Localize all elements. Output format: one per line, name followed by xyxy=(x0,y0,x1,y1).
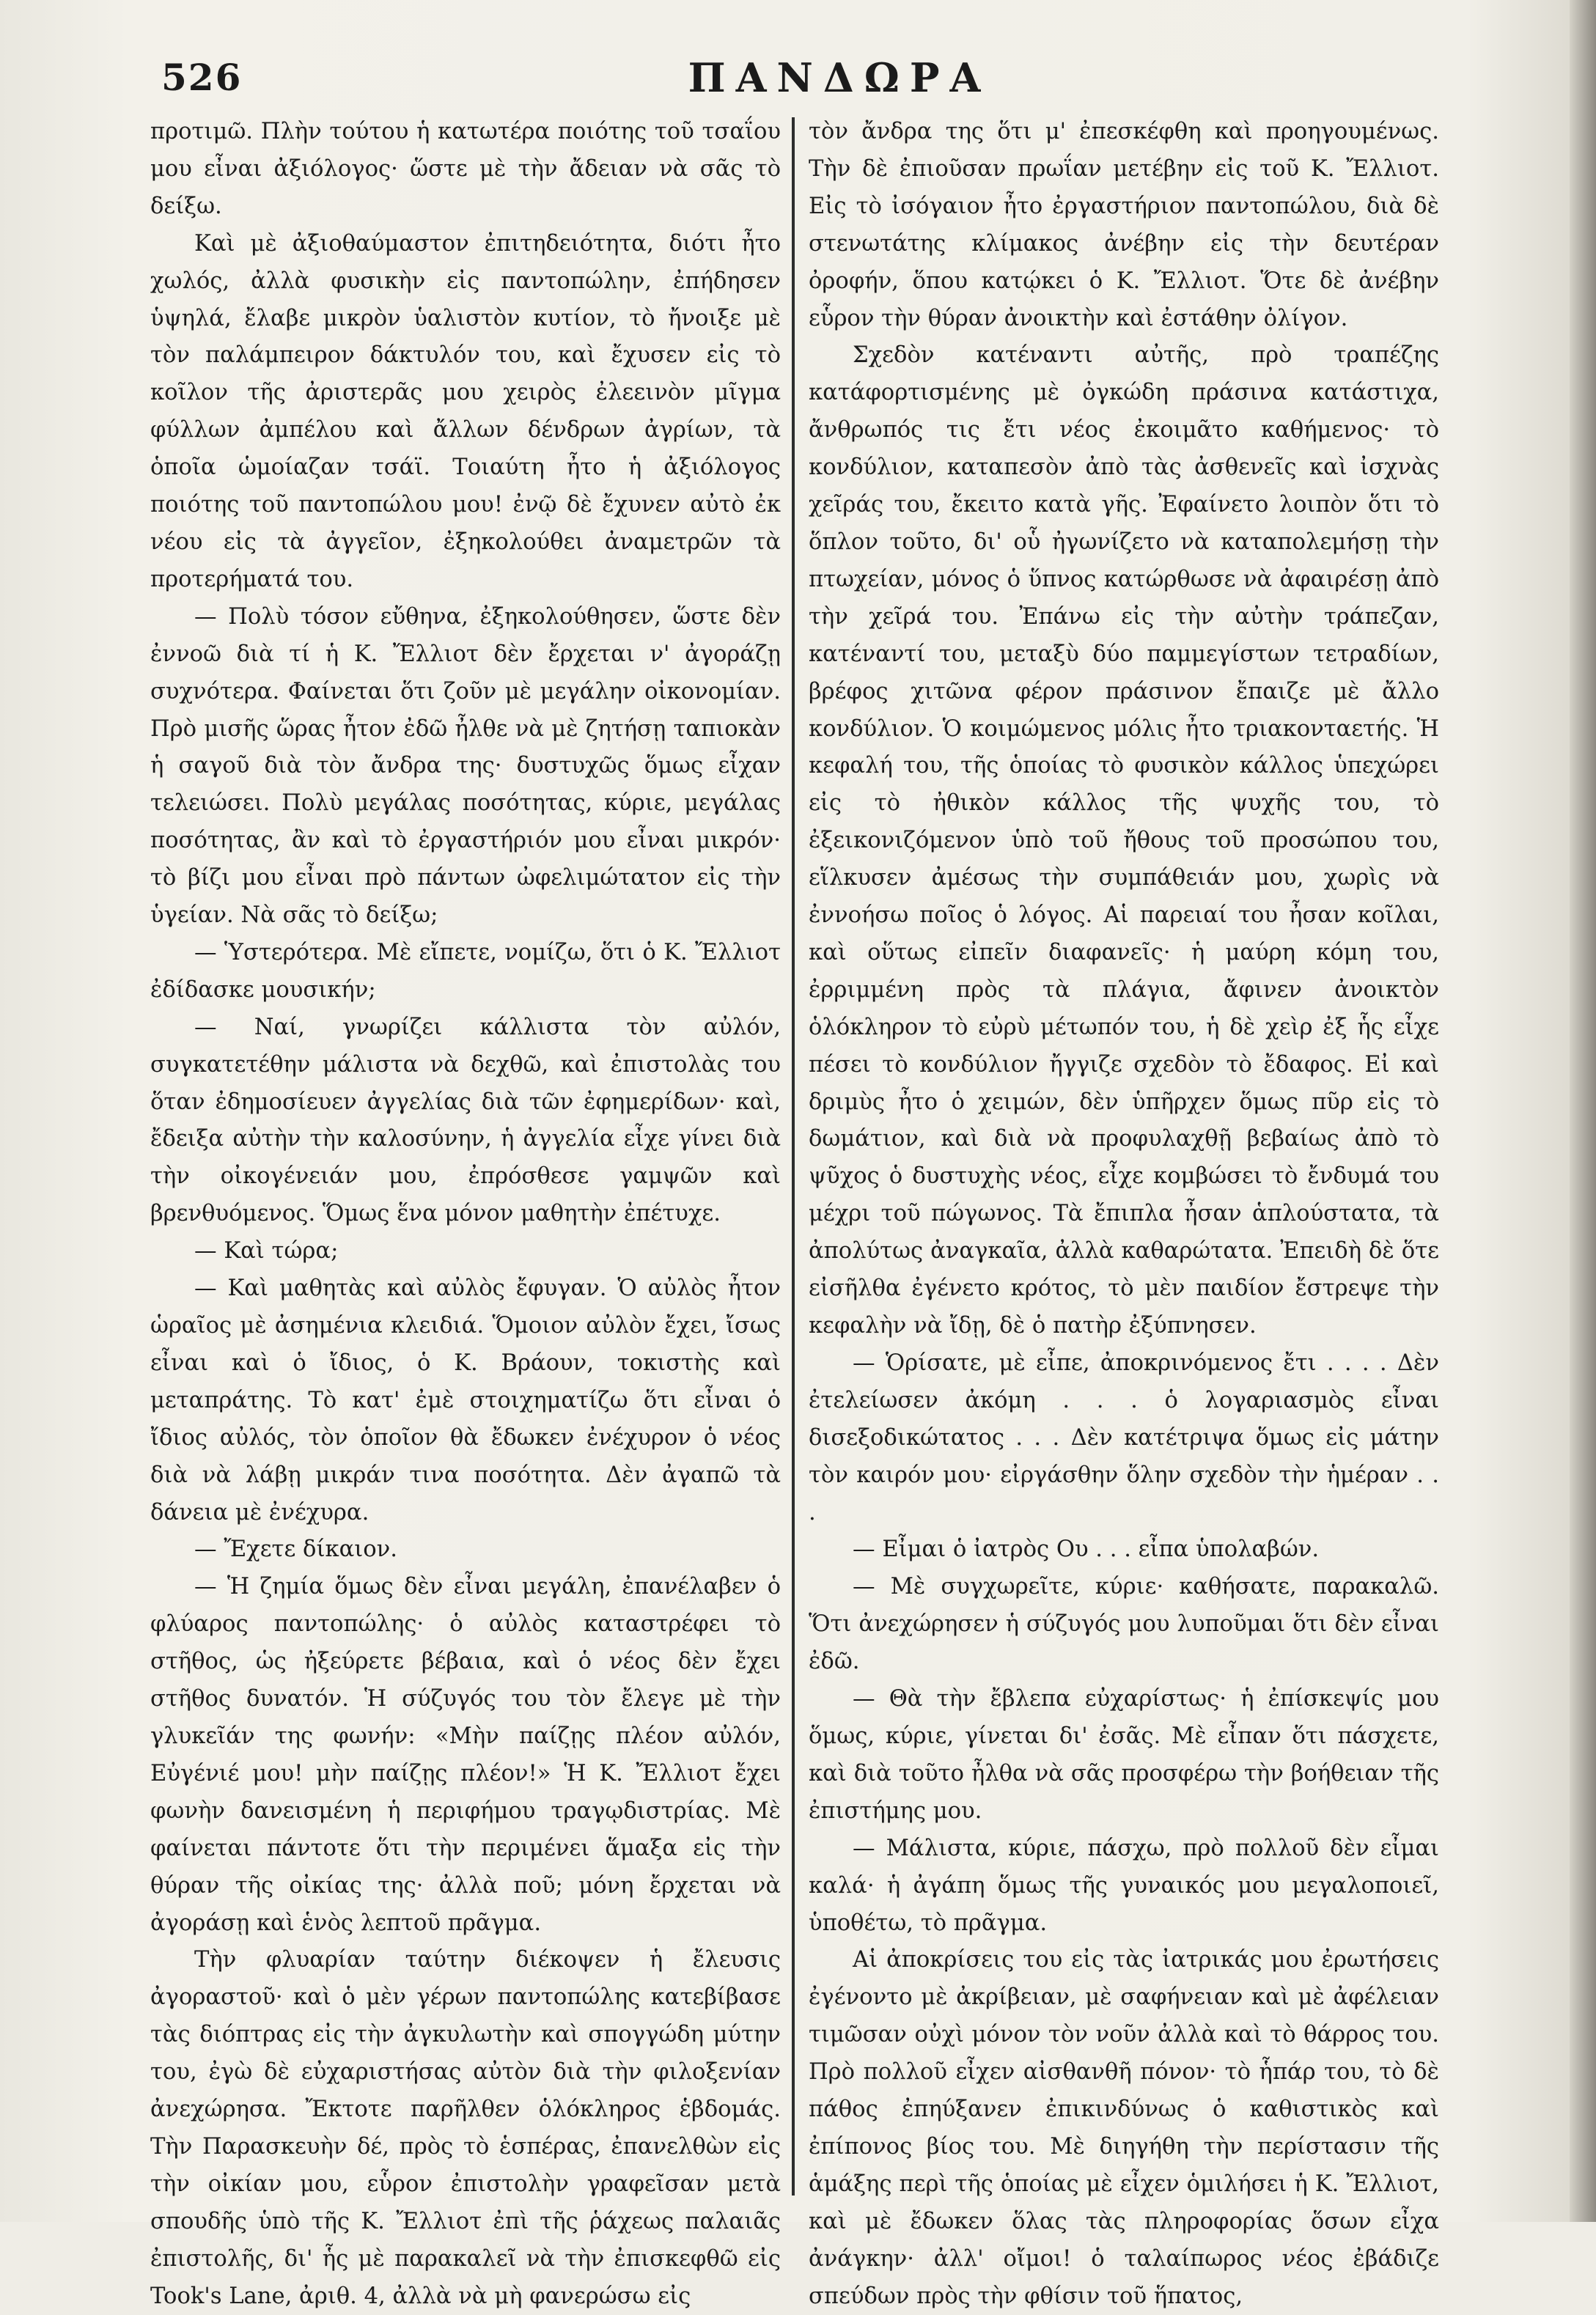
paragraph: Καὶ μὲ ἀξιοθαύμαστον ἐπιτηδειότητα, διότι ἦτο χωλός, ἀλλὰ φυσικὴν εἰς παντοπώλην, ἐπήδησεν ὑψηλά, ἔλαβε μικρὸν ὑαλιστὸν κυτίον, τὸ ἤνοιξε μὲ τὸν παλάμπειρον δάκτυλόν του, καὶ ἔχυσεν εἰς τὸ κοῖλον τῆς ἀριστερᾶς μου χειρὸς ἐλεεινὸν μῖγμα φύλλων ἀμπέλου καὶ ἄλλων δένδρων ἀγρίων, τὰ ὁποῖα ὡμοίαζαν τσάϊ. Τοιαύτη ἦτο ἡ ἀξιόλογος ποιότης τοῦ παντοπώλου μου! ἐνῷ δὲ ἔχυνεν αὐτὸ ἐκ νέου εἰς τὰ ἀγγεῖον, ἐξηκολούθει ἀναμετρῶν τὰ προτερήματά του. xyxy=(150,230,781,592)
page-header xyxy=(147,51,1532,110)
paragraph: — Πολὺ τόσον εὔθηνα, ἐξηκολούθησεν, ὥστε δὲν ἐννοῶ διὰ τί ἡ Κ. Ἔλλιοτ δὲν ἔρχεται ν' ἀγοράζῃ συχνότερα. Φαίνεται ὅτι ζοῦν μὲ μεγάλην οἰκονομίαν. Πρὸ μισῆς ὥρας ἦτον ἐδῶ ἦλθε νὰ μὲ ζητήσῃ ταπιοκὰν ἡ σαγοῦ διὰ τὸν ἄνδρα της· δυστυχῶς ὅμως εἶχαν τελειώσει. Πολὺ μεγάλας ποσότητας, κύριε, μεγάλας ποσότητας, ἂν καὶ τὸ ἐργαστήριόν μου εἶναι μικρόν· τὸ βίζι μου εἶναι πρὸ πάντων ὠφελιμώτατον εἰς τὴν ὑγείαν. Νὰ σᾶς τὸ δείξω; xyxy=(150,603,781,929)
column-divider xyxy=(792,117,795,2196)
running-title: ΠΑΝΔΩΡΑ xyxy=(688,54,991,101)
paragraph: — Ὑστερότερα. Μὲ εἴπετε, νομίζω, ὅτι ὁ Κ. Ἔλλιοτ ἐδίδασκε μουσικήν; xyxy=(150,939,781,1003)
paragraph: τὸν ἄνδρα της ὅτι μ' ἐπεσκέφθη καὶ προηγουμένως. Τὴν δὲ ἐπιοῦσαν πρωΐαν μετέβην εἰς τοῦ Κ. Ἔλλιοτ. Εἰς τὸ ἰσόγαιον ἦτο ἐργαστήριον παντοπώλου, διὰ δὲ στενωτάτης κλίμακος ἀνέβην εἰς τὴν δευτέραν ὀροφήν, ὅπου κατῴκει ὁ Κ. Ἔλλιοτ. Ὅτε δὲ ἀνέβην εὗρον τὴν θύραν ἀνοικτὴν καὶ ἐστάθην ὀλίγον. xyxy=(809,119,1439,331)
paragraph: — Μὲ συγχωρεῖτε, κύριε· καθήσατε, παρακαλῶ. Ὅτι ἀνεχώρησεν ἡ σύζυγός μου λυποῦμαι ὅτι δὲν εἶναι ἐδῶ. xyxy=(809,1574,1439,1675)
paragraph: — Μάλιστα, κύριε, πάσχω, πρὸ πολλοῦ δὲν εἶμαι καλά· ἡ ἀγάπη ὅμως τῆς γυναικός μου μεγαλοποιεῖ, ὑποθέτω, τὸ πρᾶγμα. xyxy=(809,1835,1439,1936)
paragraph: — Ἔχετε δίκαιον. xyxy=(194,1536,397,1563)
paragraph: προτιμῶ. Πλὴν τούτου ἡ κατωτέρα ποιότης τοῦ τσαΐου μου εἶναι ἀξιόλογος· ὥστε μὲ τὴν ἄδειαν νὰ σᾶς τὸ δείξω. xyxy=(150,119,781,219)
paragraph: — Ἡ ζημία ὅμως δὲν εἶναι μεγάλη, ἐπανέλαβεν ὁ φλύαρος παντοπώλης· ὁ αὐλὸς καταστρέφει τὸ στῆθος, ὡς ἠξεύρετε βέβαια, καὶ ὁ νέος δὲν ἔχει στῆθος δυνατόν. Ἡ σύζυγός του τὸν ἔλεγε μὲ τὴν γλυκεῖάν της φωνήν: «Μὴν παίζῃς πλέον αὐλόν, Εὐγένιέ μου! μὴν παίζῃς πλέον!» Ἡ Κ. Ἔλλιοτ ἔχει φωνὴν δανεισμένη ἡ περιφήμου τραγῳδιστρίας. Μὲ φαίνεται πάντοτε ὅτι τὴν περιμένει ἅμαξα εἰς τὴν θύραν τῆς οἰκίας της· ἀλλὰ ποῦ; μόνη ἔρχεται νὰ ἀγοράσῃ καὶ ἑνὸς λεπτοῦ πρᾶγμα. xyxy=(150,1574,781,1936)
paragraph: — Ναί, γνωρίζει κάλλιστα τὸν αὐλόν, συγκατετέθην μάλιστα νὰ δεχθῶ, καὶ ἐπιστολὰς του ὅταν ἐδημοσίευεν ἀγγελίας διὰ τῶν ἐφημερίδων· καὶ, ἔδειξα αὐτὴν τὴν καλοσύνην, ἡ ἀγγελία εἶχε γίνει διὰ τὴν οἰκογένειάν μου, ἐπρόσθεσε γαμψῶν καὶ βρενθυόμενος. Ὅμως ἕνα μόνον μαθητὴν ἐπέτυχε. xyxy=(150,1014,781,1227)
paragraph: Τὴν φλυαρίαν ταύτην διέκοψεν ἡ ἔλευσις ἀγοραστοῦ· καὶ ὁ μὲν γέρων παντοπώλης κατεβίβασε τὰς διόπτρας εἰς τὴν ἀγκυλωτὴν καὶ σπογγώδη μύτην του, ἐγὼ δὲ εὐχαριστήσας αὐτὸν διὰ τὴν φιλοξενίαν ἀνεχώρησα. Ἔκτοτε παρῆλθεν ὁλόκληρος ἑβδομάς. Τὴν Παρασκευὴν δέ, πρὸς τὸ ἑσπέρας, ἐπανελθὼν εἰς τὴν οἰκίαν μου, εὗρον ἐπιστολὴν γραφεῖσαν μετὰ σπουδῆς ὑπὸ τῆς Κ. Ἔλλιοτ ἐπὶ τῆς ῥάχεως παλαιᾶς ἐπιστολῆς, δι' ἧς μὲ παρακαλεῖ νὰ τὴν ἐπισκεφθῶ εἰς Took's Lane, ἀριθ. 4, ἀλλὰ νὰ μὴ φανερώσω εἰς xyxy=(150,1947,781,2309)
paragraph: — Καὶ τώρα; xyxy=(194,1238,339,1265)
paragraph: — Θὰ τὴν ἔβλεπα εὐχαρίστως· ἡ ἐπίσκεψίς μου ὅμως, κύριε, γίνεται δι' ἐσᾶς. Μὲ εἶπαν ὅτι πάσχετε, καὶ διὰ τοῦτο ἦλθα νὰ σᾶς προσφέρω τὴν βοήθειαν τῆς ἐπιστήμης μου. xyxy=(809,1686,1439,1824)
paragraph: — Εἶμαι ὁ ἰατρὸς Ου . . . εἶπα ὑπολαβών. xyxy=(853,1536,1320,1563)
page-edge xyxy=(1570,0,1596,2222)
right-column xyxy=(809,114,1439,2315)
left-column xyxy=(150,114,781,2315)
paragraph: — Ὁρίσατε, μὲ εἶπε, ἀποκρινόμενος ἔτι . . . . Δὲν ἐτελείωσεν ἀκόμη . . . ὁ λογαριασμὸς εἶναι δισεξοδικώτατος . . . Δὲν κατέτριψα ὅμως εἰς μάτην τὸν καιρόν μου· εἰργάσθην ὅλην σχεδὸν τὴν ἡμέραν . . . xyxy=(809,1350,1439,1525)
paragraph: Σχεδὸν κατέναντι αὐτῆς, πρὸ τραπέζης κατάφορτισμένης μὲ ὀγκώδη πράσινα κατάστιχα, ἄνθρωπός τις ἔτι νέος ἐκοιμᾶτο καθήμενος· τὸ κονδύλιον, καταπεσὸν ἀπὸ τὰς ἀσθενεῖς καὶ ἰσχνὰς χεῖράς του, ἔκειτο κατὰ γῆς. Ἐφαίνετο λοιπὸν ὅτι τὸ ὅπλον τοῦτο, δι' οὗ ἠγωνίζετο νὰ καταπολεμήσῃ τὴν πτωχείαν, μόνος ὁ ὕπνος κατώρθωσε νὰ ἀφαιρέσῃ ἀπὸ τὴν χεῖρά του. Ἐπάνω εἰς τὴν αὐτὴν τράπεζαν, κατέναντί του, μεταξὺ δύο παμμεγίστων τετραδίων, βρέφος χιτῶνα φέρον πράσινον ἔπαιζε μὲ ἄλλο κονδύλιον. Ὁ κοιμώμενος μόλις ἦτο τριακονταετής. Ἡ κεφαλή του, τῆς ὁποίας τὸ φυσικὸν κάλλος ὑπεχώρει εἰς τὸ ἠθικὸν κάλλος τῆς ψυχῆς του, τὸ ἐξεικονιζόμενον ὑπὸ τοῦ ἤθους τοῦ προσώπου του, εἵλκυσεν ἀμέσως τὴν συμπάθειάν μου, χωρὶς νὰ ἐννοήσω ποῖος ὁ λόγος. Αἱ παρειαί του ἦσαν κοῖλαι, καὶ οὕτως εἰπεῖν διαφανεῖς· ἡ μαύρη κόμη του, ἐρριμμένη πρὸς τὰ πλάγια, ἄφινεν ἀνοικτὸν ὁλόκληρον τὸ εὐρὺ μέτωπόν του, ἡ δὲ χεὶρ ἐξ ἧς εἶχε πέσει τὸ κονδύλιον ἤγγιζε σχεδὸν τὸ ἔδαφος. Εἰ καὶ δριμὺς ἦτο ὁ χειμών, δὲν ὑπῆρχεν ὅμως πῦρ εἰς τὸ δωμάτιον, καὶ διὰ νὰ προφυλαχθῇ βεβαίως ἀπὸ τὸ ψῦχος ὁ δυστυχὴς νέος, εἶχε κομβώσει τὸ ἔνδυμά του μέχρι τοῦ πώγωνος. Τὰ ἔπιπλα ἦσαν ἁπλούστατα, τὰ ἀπολύτως ἀναγκαῖα, ἀλλὰ καθαρώτατα. Ἐπειδὴ δὲ ὅτε εἰσῆλθα ἐγένετο κρότος, τὸ μὲν παιδίον ἔστρεψε τὴν κεφαλὴν νὰ ἴδῃ, δὲ ὁ πατὴρ ἐξύπνησεν. xyxy=(809,342,1439,1339)
page-number: 526 xyxy=(161,56,243,99)
paragraph: Αἱ ἀποκρίσεις του εἰς τὰς ἰατρικάς μου ἐρωτήσεις ἐγένοντο μὲ ἀκρίβειαν, μὲ σαφήνειαν καὶ μὲ ἀφέλειαν τιμῶσαν οὐχὶ μόνον τὸν νοῦν ἀλλὰ καὶ τὸ θάρρος του. Πρὸ πολλοῦ εἶχεν αἰσθανθῆ πόνον· τὸ ἧπάρ του, τὸ δὲ πάθος ἐπηύξανεν ἐπικινδύνως ὁ καθιστικὸς καὶ ἐπίπονος βίος του. Μὲ διηγήθη τὴν περίστασιν τῆς ἁμάξης περὶ τῆς ὁποίας μὲ εἶχεν ὁμιλήσει ἡ Κ. Ἔλλιοτ, καὶ μὲ ἔδωκεν ὅλας τὰς πληροφορίας ὅσων εἶχα ἀνάγκην· ἀλλ' οἴμοι! ὁ ταλαίπωρος νέος ἐβάδιζε σπεύδων πρὸς τὴν φθίσιν τοῦ ἥπατος, xyxy=(809,1947,1439,2309)
paragraph: — Καὶ μαθητὰς καὶ αὐλὸς ἔφυγαν. Ὁ αὐλὸς ἦτον ὡραῖος μὲ ἀσημένια κλειδιά. Ὅμοιον αὐλὸν ἔχει, ἴσως εἶναι καὶ ὁ ἴδιος, ὁ Κ. Βράουν, τοκιστὴς καὶ μεταπράτης. Τὸ κατ' ἐμὲ στοιχηματίζω ὅτι εἶναι ὁ ἴδιος αὐλός, τὸν ὁποῖον θὰ ἔδωκεν ἐνέχυρον ὁ νέος διὰ νὰ λάβῃ μικράν τινα ποσότητα. Δὲν ἀγαπῶ τὰ δάνεια μὲ ἐνέχυρα. xyxy=(150,1276,781,1525)
